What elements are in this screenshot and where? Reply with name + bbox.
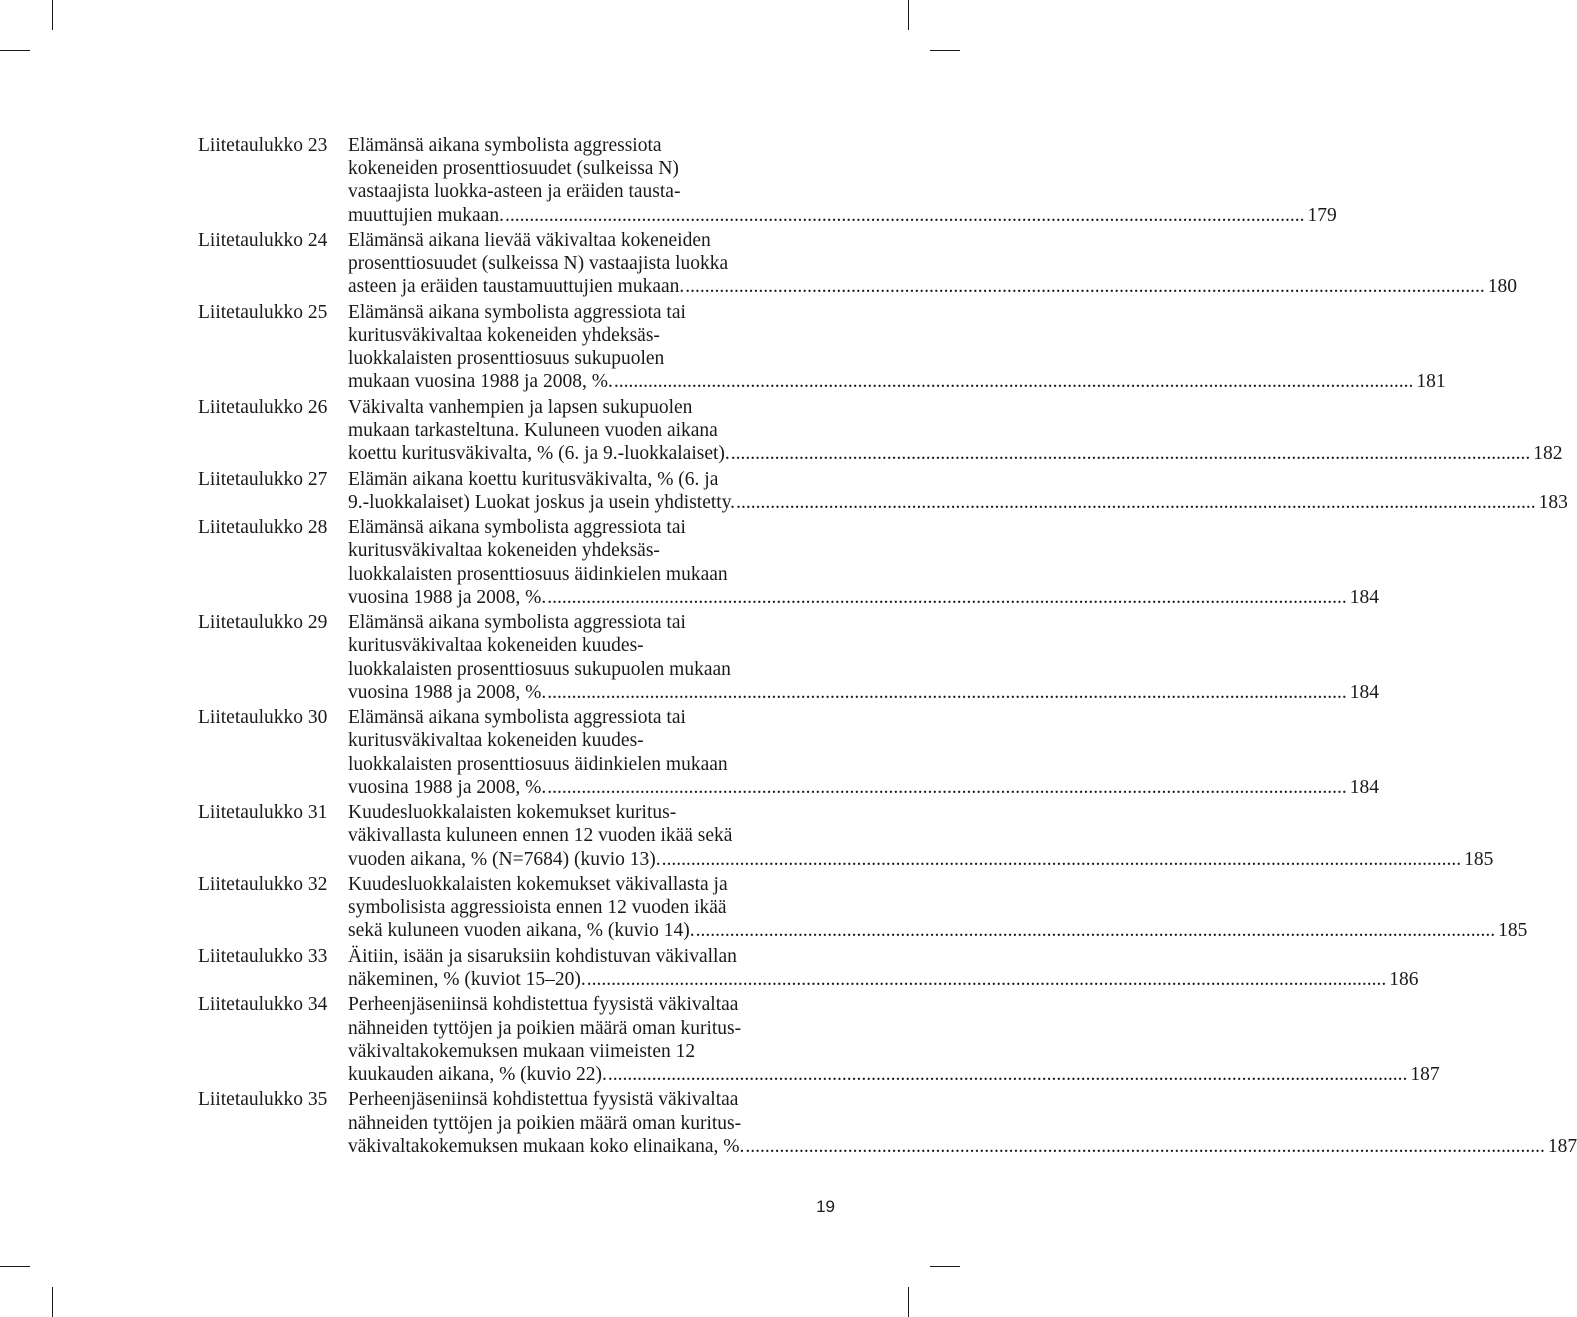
toc-entry[interactable]: [198, 134, 1337, 227]
toc-entry-title-line: nähneiden tyttöjen ja poikien määrä oman kuritus-: [348, 1017, 742, 1039]
toc-entry-label: Liitetaulukko 30: [198, 707, 328, 729]
toc-entry-title-line: sekä kuluneen vuoden aikana, % (kuvio 14).: [348, 920, 695, 942]
toc-entry-title-line: luokkalaisten prosenttiosuus äidinkielen mukaan: [348, 753, 728, 775]
toc-entry-title-line: väkivallasta kuluneen ennen 12 vuoden ikää sekä: [348, 825, 733, 847]
toc-entry-label: Liitetaulukko 33: [198, 945, 328, 967]
toc-entry-title: [348, 611, 1379, 704]
toc-entry-title-line: luokkalaisten prosenttiosuus sukupuolen mukaan: [348, 658, 731, 680]
toc-entry-title: [348, 801, 1493, 871]
toc-entry-title-line: luokkalaisten prosenttiosuus sukupuolen: [348, 348, 665, 370]
toc-entry-label: Liitetaulukko 35: [198, 1089, 328, 1111]
toc-entry-page-number: 184: [1349, 681, 1379, 703]
dot-leader: [745, 1135, 1545, 1158]
toc-entry-title-line: Äitiin, isään ja sisaruksiin kohdistuvan väkivallan: [348, 945, 737, 967]
dot-leader: [547, 586, 1347, 609]
toc-entry-title: [348, 945, 1419, 991]
crop-mark-top-right-h: [930, 50, 960, 51]
dot-leader: [696, 919, 1496, 942]
toc-entry-title-line: 9.-luokkalaiset) Luokat joskus ja usein yhdistetty.: [348, 491, 736, 513]
toc-entry-page-number: 179: [1307, 204, 1337, 226]
toc-entry-title-line: vuosina 1988 ja 2008, %.: [348, 586, 547, 608]
toc-entry[interactable]: [198, 945, 1419, 991]
toc-entry-title-line: Kuudesluokkalaisten kokemukset väkivallasta ja: [348, 873, 728, 895]
toc-entry-last-line: [348, 1135, 1577, 1158]
crop-mark-bottom-right-h: [930, 1266, 960, 1267]
toc-entry-page-number: 185: [1498, 920, 1528, 942]
toc-entry-last-line: [348, 968, 1419, 991]
toc-entry-title: [348, 993, 1440, 1086]
toc-entry-label: Liitetaulukko 25: [198, 301, 328, 323]
toc-entry-page-number: 184: [1349, 776, 1379, 798]
toc-entry-title-line: kuritusväkivaltaa kokeneiden yhdeksäs-: [348, 540, 660, 562]
toc-entry[interactable]: [198, 801, 1494, 871]
toc-entry-page-number: 182: [1533, 443, 1563, 465]
toc-entry[interactable]: [198, 301, 1446, 394]
toc-entry-title-line: Elämänsä aikana symbolista aggressiota: [348, 135, 662, 156]
toc-entry-label: Liitetaulukko 23: [198, 135, 328, 156]
toc-entry-last-line: [348, 204, 1337, 227]
toc-entry-title-line: asteen ja eräiden taustamuuttujien mukaan.: [348, 276, 685, 298]
toc-entry-page-number: 184: [1349, 586, 1379, 608]
toc-entry-last-line: [348, 1063, 1440, 1086]
table-of-contents: [198, 134, 1577, 1160]
toc-entry[interactable]: [198, 229, 1518, 299]
toc-entry-title-line: kuritusväkivaltaa kokeneiden yhdeksäs-: [348, 325, 660, 346]
toc-entry-title-line: näkeminen, % (kuviot 15–20).: [348, 968, 586, 990]
toc-entry-title-line: väkivaltakokemuksen mukaan viimeisten 12: [348, 1040, 696, 1062]
toc-entry-label: Liitetaulukko 31: [198, 802, 328, 824]
toc-entry-last-line: [348, 919, 1527, 942]
toc-entry-page-number: 185: [1464, 848, 1494, 870]
toc-entry-last-line: [348, 491, 1568, 514]
toc-entry[interactable]: [198, 873, 1528, 943]
toc-entry-last-line: [348, 370, 1446, 393]
toc-entry-title-line: vuosina 1988 ja 2008, %.: [348, 681, 547, 703]
toc-entry-label: Liitetaulukko 28: [198, 517, 328, 539]
toc-entry[interactable]: [198, 516, 1379, 609]
dot-leader: [614, 370, 1414, 393]
toc-entry-last-line: [348, 275, 1517, 298]
toc-entry-title-line: Perheenjäseniinsä kohdistettua fyysistä väkivaltaa: [348, 1089, 739, 1111]
toc-entry-title-line: Elämänsä aikana symbolista aggressiota tai: [348, 612, 686, 634]
toc-entry-title-line: vastaajista luokka-asteen ja eräiden tausta-: [348, 181, 681, 203]
toc-entry-page-number: 183: [1538, 491, 1568, 513]
toc-entry-title-line: Perheenjäseniinsä kohdistettua fyysistä väkivaltaa: [348, 994, 739, 1016]
toc-entry-last-line: [348, 848, 1493, 871]
dot-leader: [547, 776, 1347, 799]
toc-entry-last-line: [348, 442, 1563, 465]
toc-entry-last-line: [348, 776, 1379, 799]
toc-entry-title-line: symbolisista aggressioista ennen 12 vuoden ikää: [348, 897, 727, 919]
toc-entry-title-line: Elämänsä aikana lievää väkivaltaa kokeneiden: [348, 230, 711, 251]
toc-entry-title-line: Elämän aikana koettu kuritusväkivalta, % (6. ja: [348, 468, 719, 490]
toc-entry-title-line: vuoden aikana, % (N=7684) (kuvio 13).: [348, 848, 661, 870]
crop-mark-top-left-h: [0, 50, 30, 51]
toc-entry-label: Liitetaulukko 34: [198, 994, 328, 1016]
toc-entry[interactable]: [198, 993, 1440, 1086]
toc-entry-title-line: Elämänsä aikana symbolista aggressiota tai: [348, 517, 686, 539]
toc-entry-page-number: 180: [1487, 276, 1518, 298]
toc-entry-title: [348, 134, 1337, 227]
dot-leader: [662, 848, 1462, 871]
toc-entry-page-number: 186: [1389, 968, 1419, 990]
dot-leader: [685, 275, 1485, 298]
toc-entry[interactable]: [198, 611, 1379, 704]
toc-entry-label: Liitetaulukko 24: [198, 230, 328, 251]
toc-entry-page-number: 187: [1410, 1063, 1440, 1085]
toc-entry-page-number: 187: [1547, 1135, 1577, 1157]
toc-entry-title-line: Elämänsä aikana symbolista aggressiota tai: [348, 707, 686, 729]
toc-entry-title-line: Elämänsä aikana symbolista aggressiota tai: [348, 301, 686, 323]
toc-entry-title-line: mukaan vuosina 1988 ja 2008, %.: [348, 371, 613, 393]
dot-leader: [505, 204, 1305, 227]
toc-entry-title: [348, 873, 1527, 943]
toc-entry-title-line: kuritusväkivaltaa kokeneiden kuudes-: [348, 635, 644, 657]
toc-entry-title-line: kuritusväkivaltaa kokeneiden kuudes-: [348, 730, 644, 752]
dot-leader: [736, 491, 1536, 514]
toc-entry[interactable]: [198, 1088, 1577, 1158]
crop-mark-bottom-left-h: [0, 1266, 30, 1267]
toc-entry-label: Liitetaulukko 29: [198, 612, 328, 634]
crop-mark-top-right: [908, 0, 909, 30]
dot-leader: [547, 681, 1347, 704]
toc-entry-label: Liitetaulukko 26: [198, 396, 328, 418]
toc-entry-title: [348, 229, 1517, 299]
crop-mark-top-left: [52, 0, 53, 30]
toc-entry-title-line: koettu kuritusväkivalta, % (6. ja 9.-luokkalaiset).: [348, 443, 730, 465]
toc-entry-title-line: kokeneiden prosenttiosuudet (sulkeissa N): [348, 158, 679, 180]
toc-entry-title-line: luokkalaisten prosenttiosuus äidinkielen mukaan: [348, 563, 728, 585]
toc-entry-title: [348, 301, 1446, 394]
toc-entry-title: [348, 706, 1379, 799]
dot-leader: [731, 442, 1531, 465]
toc-entry-title: [348, 396, 1563, 466]
toc-entry-label: Liitetaulukko 32: [198, 873, 328, 895]
dot-leader: [587, 968, 1387, 991]
crop-mark-bottom-left: [52, 1287, 53, 1317]
toc-entry[interactable]: [198, 468, 1568, 514]
dot-leader: [608, 1063, 1408, 1086]
toc-entry-last-line: [348, 681, 1379, 704]
toc-entry-title-line: prosenttiosuudet (sulkeissa N) vastaajista luokka: [348, 253, 729, 275]
toc-entry-title-line: kuukauden aikana, % (kuvio 22).: [348, 1063, 607, 1085]
toc-entry-title-line: vuosina 1988 ja 2008, %.: [348, 776, 547, 798]
page-number: 19: [816, 1197, 835, 1216]
toc-entry-title: [348, 468, 1568, 514]
toc-entry-last-line: [348, 586, 1379, 609]
toc-entry-title-line: nähneiden tyttöjen ja poikien määrä oman kuritus-: [348, 1112, 742, 1134]
toc-entry-title-line: Kuudesluokkalaisten kokemukset kuritus-: [348, 802, 677, 824]
toc-entry-title: [348, 1088, 1577, 1158]
toc-entry-title-line: Väkivalta vanhempien ja lapsen sukupuolen: [348, 396, 693, 418]
toc-entry-title-line: väkivaltakokemuksen mukaan koko elinaikana, %.: [348, 1135, 745, 1157]
toc-entry-title-line: mukaan tarkasteltuna. Kuluneen vuoden aikana: [348, 420, 718, 441]
toc-entry-title-line: muuttujien mukaan.: [348, 204, 504, 226]
toc-entry[interactable]: [198, 706, 1379, 799]
toc-entry-title: [348, 516, 1379, 609]
toc-entry-page-number: 181: [1416, 371, 1446, 393]
toc-entry-label: Liitetaulukko 27: [198, 468, 328, 490]
crop-mark-bottom-right: [908, 1287, 909, 1317]
toc-entry[interactable]: [198, 396, 1563, 466]
